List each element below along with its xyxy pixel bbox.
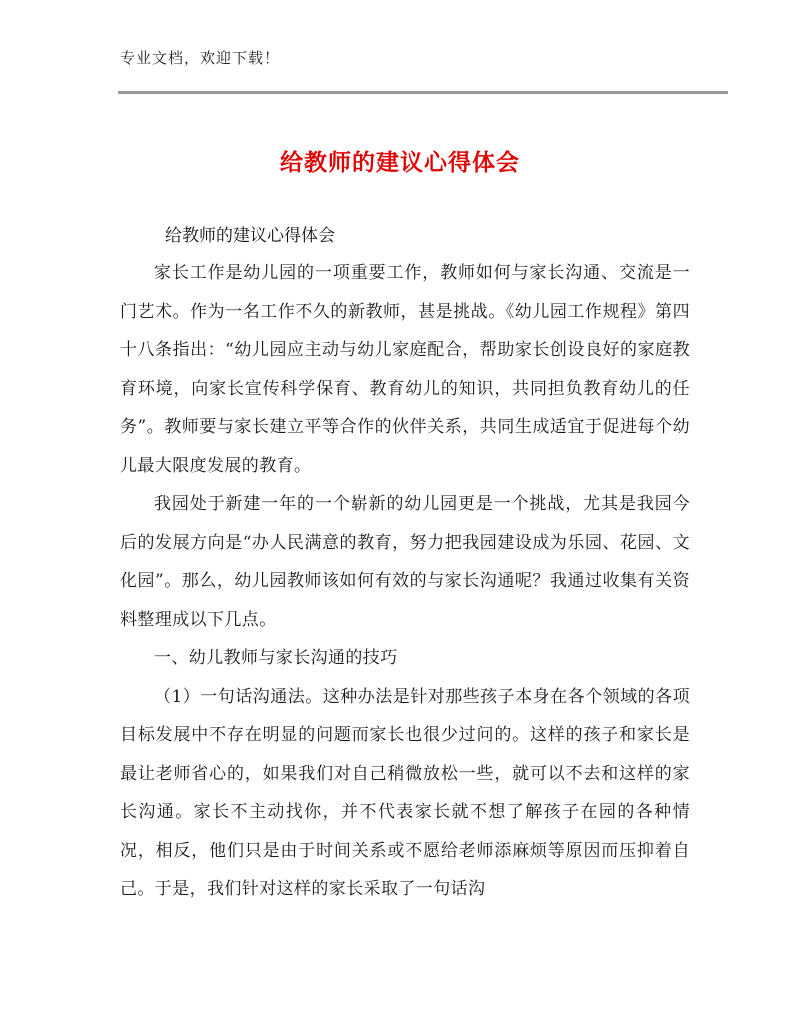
document-subtitle: 给教师的建议心得体会 — [165, 226, 335, 246]
document-title: 给教师的建议心得体会 — [280, 150, 520, 176]
document-body — [120, 254, 690, 909]
section-heading: 一、幼儿教师与家长沟通的技巧 — [154, 648, 398, 668]
paragraph-intro: 家长工作是幼儿园的一项重要工作，教师如何与家长沟通、交流是一门艺术。作为一名工作不久的新教师，甚是挑战。《幼儿园工作规程》第四十八条指出：“幼儿园应主动与幼儿家庭配合，帮助家长创设良好的家庭教育环境，向家长宣传科学保育、教育幼儿的知识，共同担负教育幼儿的任务”。教师要与家长建立平等合作的伙伴关系，共同生成适宜于促进每个幼儿最大限度发展的教育。 — [120, 263, 690, 476]
paragraph-challenge: 我园处于新建一年的一个崭新的幼儿园更是一个挑战，尤其是我园今后的发展方向是“办人民满意的教育，努力把我园建设成为乐园、花园、文化园”。那么，幼儿园教师该如何有效的与家长沟通呢？我通过收集有关资料整理成以下几点。 — [120, 494, 690, 630]
header-divider — [118, 91, 728, 94]
paragraph-method-1: （1）一句话沟通法。这种办法是针对那些孩子本身在各个领域的各项目标发展中不存在明显的问题而家长也很少过问的。这样的孩子和家长是最让老师省心的，如果我们对自己稍微放松一些，就可以不去和这样的家长沟通。家长不主动找你，并不代表家长就不想了解孩子在园的各种情况，相反，他们只是由于时间关系或不愿给老师添麻烦等原因而压抑着自己。于是，我们针对这样的家长采取了一句话沟 — [120, 686, 690, 899]
header-note: 专业文档，欢迎下载！ — [120, 49, 281, 67]
